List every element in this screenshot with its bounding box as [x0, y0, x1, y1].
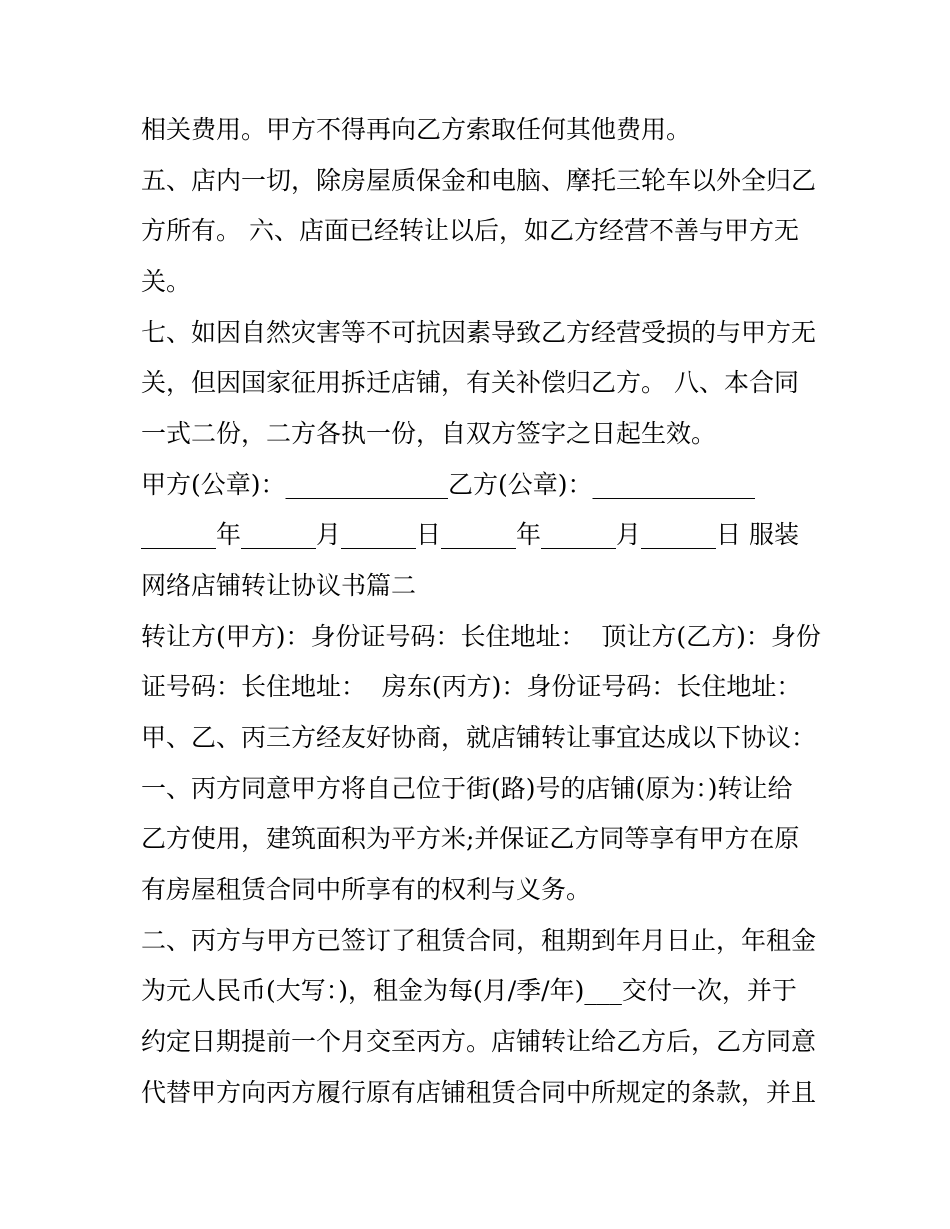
text-line: 二、丙方与甲方已签订了租赁合同，租期到年月日止，年租金	[141, 926, 817, 955]
section-heading: 网络店铺转让协议书篇二	[141, 571, 417, 600]
text-line: 为元人民币(大写：)，租金为每(月/季/年)___交付一次，并于	[141, 976, 797, 1005]
text-line: 代替甲方向丙方履行原有店铺租赁合同中所规定的条款，并且	[141, 1078, 817, 1107]
text-line: 七、如因自然灾害等不可抗因素导致乙方经营受损的与甲方无	[141, 318, 817, 347]
text-line: 转让方(甲方)：身份证号码：长住地址： 顶让方(乙方)：身份	[141, 622, 821, 651]
text-line: 有房屋租赁合同中所享有的权利与义务。	[141, 875, 592, 904]
text-line: 关。	[141, 267, 192, 296]
text-line: 方所有。 六、店面已经转让以后，如乙方经营不善与甲方无	[141, 216, 799, 245]
text-line: 甲、乙、丙三方经友好协商，就店铺转让事宜达成以下协议：	[141, 723, 817, 752]
text-line: 约定日期提前一个月交至丙方。店铺转让给乙方后，乙方同意	[141, 1027, 817, 1056]
text-line: 五、店内一切，除房屋质保金和电脑、摩托三轮车以外全归乙	[141, 166, 817, 195]
text-line: 证号码：长住地址： 房东(丙方)：身份证号码：长住地址：	[141, 672, 802, 701]
text-line: 一式二份，二方各执一份，自双方签字之日起生效。	[141, 419, 717, 448]
date-line: ______年______月______日______年______月______日 服装	[141, 520, 799, 549]
text-line: 相关费用。甲方不得再向乙方索取任何其他费用。	[141, 115, 692, 144]
text-line: 乙方使用，建筑面积为平方米;并保证乙方同等享有甲方在原	[141, 824, 800, 853]
text-line: 关，但因国家征用拆迁店铺，有关补偿归乙方。 八、本合同	[141, 368, 799, 397]
signature-line: 甲方(公章)：_____________乙方(公章)：_____________	[141, 470, 756, 499]
text-line: 一、丙方同意甲方将自己位于街(路)号的店铺(原为：)转让给	[141, 774, 793, 803]
